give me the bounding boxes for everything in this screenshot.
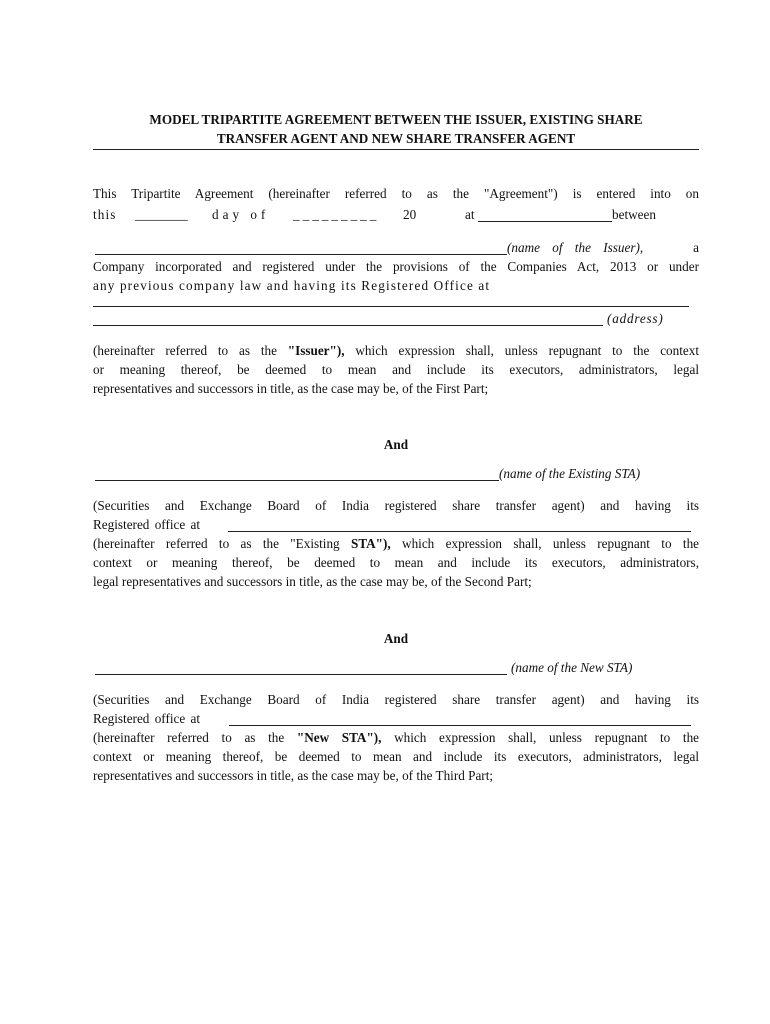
intro-at: at: [465, 207, 475, 222]
new-sta-ref-pre: (hereinafter referred to as the: [93, 730, 285, 745]
new-sta-ref-post: which expression shall, unless repugnant to the: [394, 730, 700, 745]
new-sta-ref-line-1: [93, 728, 699, 747]
title-line-2: TRANSFER AGENT AND NEW SHARE TRANSFER AGENT: [216, 131, 576, 146]
existing-sta-office-blank: [228, 518, 691, 532]
new-sta-office-blank: [229, 712, 691, 726]
new-sta-office-line: [93, 709, 699, 728]
year-prefix: 20: [403, 207, 417, 222]
issuer-ref-post: which expression shall, unless repugnant to the context: [355, 343, 700, 358]
issuer-line-3: any previous company law and having its Registered Office at: [93, 278, 491, 293]
new-sta-name-label: (name of the New STA): [511, 660, 633, 675]
document-title: [93, 110, 699, 150]
existing-sta-ref-post: which expression shall, unless repugnant to the: [402, 536, 700, 551]
and-separator-2: And: [383, 631, 409, 646]
existing-sta-ref-line-3: legal representatives and successors in title, as the case may be, of the Second Part;: [93, 574, 532, 589]
issuer-name-blank: [95, 241, 507, 255]
day-blank: ________: [135, 207, 188, 222]
issuer-name-label: (name of the Issuer),: [507, 240, 644, 255]
issuer-line-2: Company incorporated and registered under the provisions of the Companies Act, 2013 or under: [93, 259, 699, 274]
issuer-ref-line-2: or meaning thereof, be deemed to mean and include its executors, administrators, legal: [93, 362, 699, 377]
document-page: [93, 0, 699, 1024]
intro-line-2: [93, 205, 699, 224]
existing-sta-office-label: Registered office at: [93, 517, 201, 532]
existing-sta-line-1: (Securities and Exchange Board of India registered share transfer agent) and having its: [93, 498, 699, 513]
new-sta-ref-line-3: representatives and successors in title, as the case may be, of the Third Part;: [93, 768, 494, 783]
intro-day-of: day of: [212, 207, 270, 222]
and-separator-1: And: [383, 437, 409, 452]
issuer-ref-pre: (hereinafter referred to as the: [93, 343, 277, 358]
new-sta-ref-line-2: context or meaning thereof, be deemed to mean and include its executors, administrators, legal: [93, 749, 699, 764]
intro-line-1: This Tripartite Agreement (hereinafter referred to as the "Agreement") is entered into on: [93, 186, 699, 201]
existing-sta-ref-bold: STA"),: [351, 536, 391, 551]
existing-sta-name-blank: [95, 467, 499, 481]
new-sta-name-blank: [95, 661, 507, 675]
place-blank: [478, 208, 612, 222]
issuer-a: a: [693, 240, 699, 255]
issuer-ref-line-1: [93, 341, 699, 360]
existing-sta-ref-pre: (hereinafter referred to as the "Existing: [93, 536, 340, 551]
new-sta-ref-bold: "New STA"),: [296, 730, 382, 745]
existing-sta-office-line: [93, 515, 699, 534]
existing-sta-ref-line-1: [93, 534, 699, 553]
title-line-1: MODEL TRIPARTITE AGREEMENT BETWEEN THE ISSUER, EXISTING SHARE: [149, 112, 643, 127]
issuer-ref-line-3: representatives and successors in title, as the case may be, of the First Part;: [93, 381, 489, 396]
address-blank-1: [93, 306, 689, 307]
existing-sta-name-label: (name of the Existing STA): [499, 466, 641, 481]
intro-between: between: [612, 207, 656, 222]
issuer-ref-bold: "Issuer"),: [287, 343, 345, 358]
address-label: (address): [607, 311, 664, 326]
month-blank: _________: [293, 207, 380, 222]
new-sta-line-1: (Securities and Exchange Board of India registered share transfer agent) and having its: [93, 692, 699, 707]
existing-sta-ref-line-2: context or meaning thereof, be deemed to mean and include its executors, administrators,: [93, 555, 699, 570]
address-blank-2: [93, 312, 603, 326]
intro-this: this: [93, 207, 117, 222]
new-sta-office-label: Registered office at: [93, 711, 201, 726]
